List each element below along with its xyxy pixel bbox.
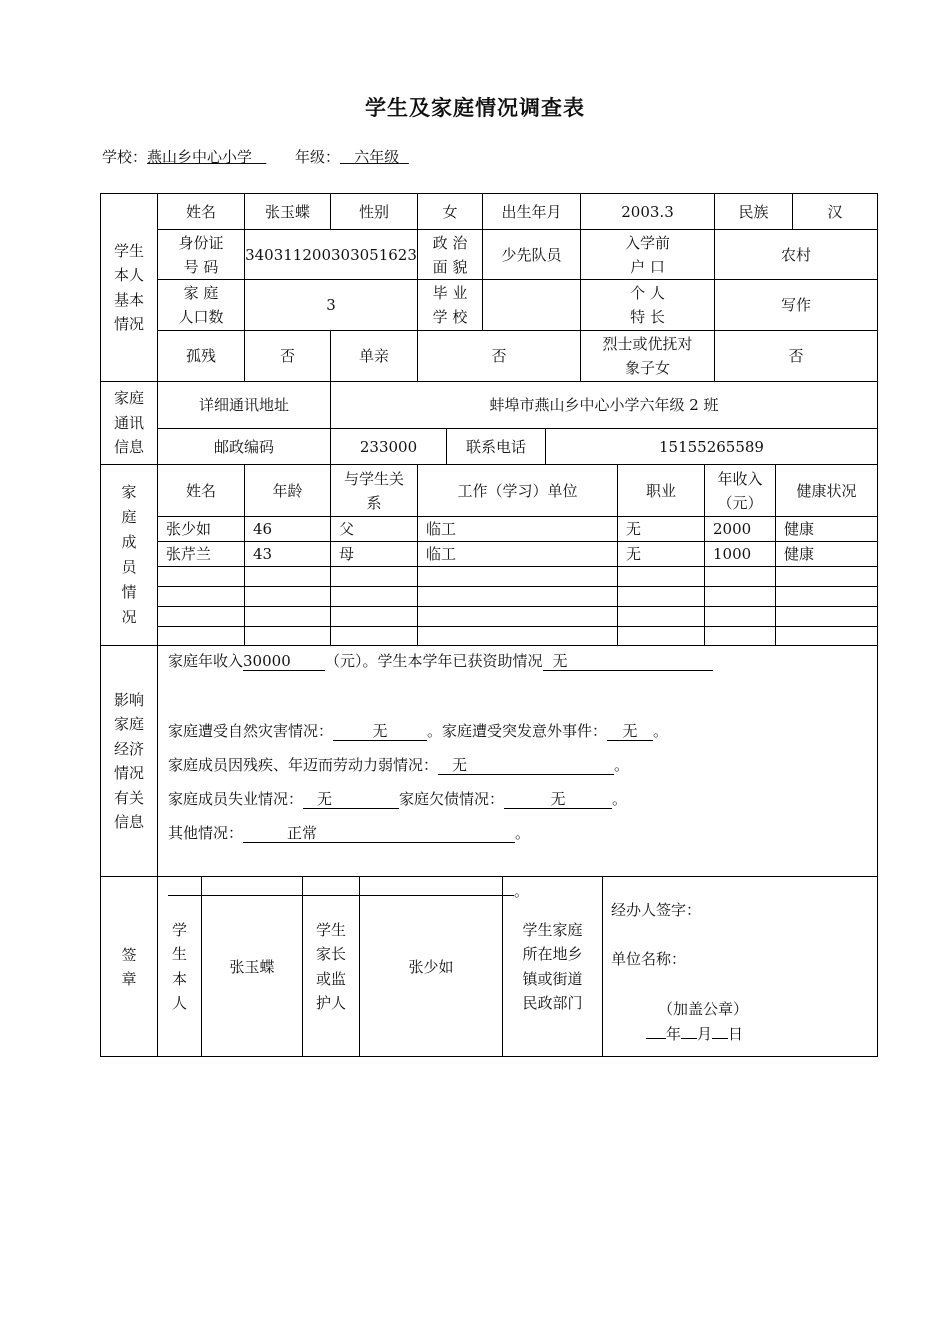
member-name[interactable] [158,607,245,627]
other-line: 其他情况： 正常 。 [168,824,531,842]
grade-label: 年级： [294,148,340,166]
member-job[interactable] [618,607,705,627]
student-sign-value[interactable]: 张玉蝶 [202,877,303,1056]
phone-label: 联系电话 [447,429,546,465]
disability-value[interactable]: 无 [438,757,614,775]
members-header-work: 工作（学习）单位 [418,465,618,517]
members-header-income: 年收入 （元） [705,465,776,517]
unemployment-line: 家庭成员失业情况： 无 家庭欠债情况： 无 。 [168,790,628,808]
unit-label: 单位名称： [611,950,687,968]
other-value[interactable]: 正常 [243,825,515,843]
member-name[interactable] [158,567,245,587]
ethnicity-value[interactable]: 汉 [793,194,877,230]
income-value[interactable]: 30000 [243,653,325,671]
member-job[interactable]: 无 [618,517,705,542]
member-job[interactable]: 无 [618,542,705,567]
member-age[interactable] [245,567,331,587]
grad-school-value[interactable] [483,280,581,331]
hukou-label: 入学前 户 口 [581,230,715,280]
member-income[interactable] [705,627,776,646]
name-value[interactable]: 张玉蝶 [245,194,331,230]
member-work[interactable] [418,627,618,646]
political-value[interactable]: 少先队员 [483,230,581,280]
birth-label: 出生年月 [483,194,581,230]
stamp-label: （加盖公章） [658,1000,749,1018]
member-name[interactable]: 张少如 [158,517,245,542]
orphan-value[interactable]: 否 [245,331,331,382]
members-header-job: 职业 [618,465,705,517]
member-work[interactable]: 临工 [418,517,618,542]
member-health[interactable] [776,587,877,607]
header-meta [102,146,409,167]
ethnicity-label: 民族 [715,194,793,230]
id-value[interactable]: 340311200303051623 [245,230,418,280]
member-work[interactable] [418,607,618,627]
disaster-value[interactable]: 无 [333,723,427,741]
family-size-value[interactable]: 3 [245,280,418,331]
member-income[interactable]: 1000 [705,542,776,567]
aid-continued-line: 。 [168,880,529,901]
member-relation[interactable] [331,587,418,607]
member-health[interactable]: 健康 [776,542,877,567]
hukou-value[interactable]: 农村 [715,230,877,280]
guardian-sign-value[interactable]: 张少如 [360,877,503,1056]
school-value: 燕山乡中心小学 [147,148,253,166]
postcode-value[interactable]: 233000 [331,429,447,465]
member-job[interactable] [618,627,705,646]
member-age[interactable] [245,607,331,627]
handler-label: 经办人签字： [611,901,702,919]
single-parent-label: 单亲 [331,331,418,382]
member-age[interactable] [245,627,331,646]
member-age[interactable]: 43 [245,542,331,567]
address-value[interactable]: 蚌埠市燕山乡中心小学六年级 2 班 [331,382,877,429]
member-health[interactable] [776,607,877,627]
member-work[interactable] [418,567,618,587]
id-label: 身份证 号 码 [158,230,245,280]
member-name[interactable]: 张芹兰 [158,542,245,567]
address-label: 详细通讯地址 [158,382,331,429]
orphan-label: 孤残 [158,331,245,382]
postcode-label: 邮政编码 [158,429,331,465]
accident-value[interactable]: 无 [607,723,653,741]
date-line: 年 月 日 [646,1023,743,1044]
member-name[interactable] [158,627,245,646]
unemployment-value[interactable]: 无 [303,791,399,809]
martyr-label: 烈士或优抚对 象子女 [581,331,715,382]
members-header-relation: 与学生关 系 [331,465,418,517]
member-health[interactable] [776,627,877,646]
single-parent-value[interactable]: 否 [418,331,581,382]
member-relation[interactable]: 父 [331,517,418,542]
specialty-label: 个 人 特 长 [581,280,715,331]
gender-label: 性别 [331,194,418,230]
disability-line: 家庭成员因残疾、年迈而劳动力弱情况： 无 。 [168,756,630,774]
member-income[interactable] [705,567,776,587]
basic-section-label: 学生本人基本情况 [101,194,158,382]
members-header-name: 姓名 [158,465,245,517]
aid-value[interactable]: 无 [543,653,713,671]
contact-section-label: 家庭通讯信息 [101,382,158,465]
member-income[interactable]: 2000 [705,517,776,542]
member-relation[interactable] [331,607,418,627]
grade-value: 六年级 [354,148,400,166]
debt-value[interactable]: 无 [504,791,612,809]
member-health[interactable] [776,567,877,587]
income-line: 家庭年收入30000 （元）。学生本学年已获资助情况 无 [168,650,713,671]
page-title: 学生及家庭情况调查表 [365,96,585,120]
member-job[interactable] [618,567,705,587]
survey-form [100,193,878,1057]
signature-section-label: 签章 [101,877,158,1056]
member-health[interactable]: 健康 [776,517,877,542]
school-label: 学校： [102,148,148,166]
disaster-line: 家庭遭受自然灾害情况： 无 。家庭遭受突发意外事件： 无 。 [168,722,669,740]
student-sign-label: 学生本人 [158,877,202,1056]
member-income[interactable] [705,607,776,627]
member-work[interactable] [418,587,618,607]
martyr-value[interactable]: 否 [715,331,877,382]
member-relation[interactable]: 母 [331,542,418,567]
civil-dept-label: 学生家庭所在地乡镇或街道民政部门 [503,877,603,1056]
birth-value[interactable]: 2003.3 [581,194,715,230]
members-header-health: 健康状况 [776,465,877,517]
member-income[interactable] [705,587,776,607]
gender-value[interactable]: 女 [418,194,483,230]
member-relation[interactable] [331,627,418,646]
specialty-value[interactable]: 写作 [715,280,877,331]
member-job[interactable] [618,587,705,607]
member-age[interactable] [245,587,331,607]
members-header-age: 年龄 [245,465,331,517]
civil-dept-sign-area[interactable] [603,877,877,1057]
members-section-label: 家庭成员情况 [101,465,158,646]
member-name[interactable] [158,587,245,607]
political-label: 政 治 面 貌 [418,230,483,280]
member-work[interactable]: 临工 [418,542,618,567]
grad-school-label: 毕 业 学 校 [418,280,483,331]
member-age[interactable]: 46 [245,517,331,542]
phone-value[interactable]: 15155265589 [546,429,877,465]
guardian-sign-label: 学生家长或监护人 [303,877,360,1056]
family-size-label: 家 庭 人口数 [158,280,245,331]
economic-section-label: 影响家庭经济情况有关信息 [101,646,158,877]
name-label: 姓名 [158,194,245,230]
member-relation[interactable] [331,567,418,587]
